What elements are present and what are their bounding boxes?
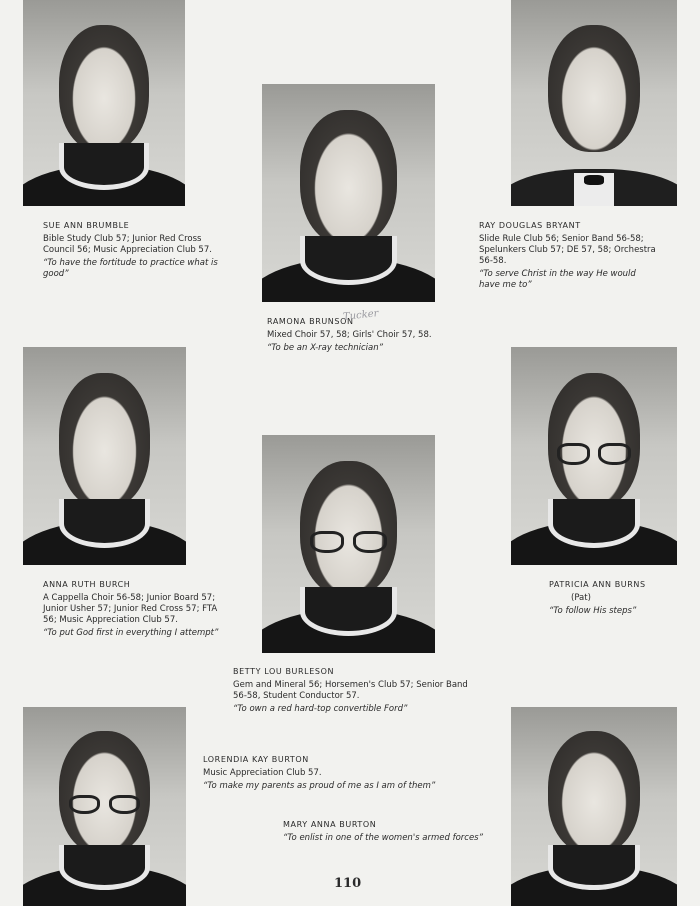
portrait-photo [262,435,435,653]
student-name: LORENDIA KAY BURTON [203,755,309,764]
page-number: 110 [334,876,362,891]
portrait-face [300,461,397,596]
portrait-collar [300,587,397,636]
student-entry [283,820,503,844]
portrait-photo [23,347,186,565]
student-activities: A Cappella Choir 56-58; Junior Board 57; Junior Usher 57; Junior Red Cross 57; FTA 56; Music Appreciation Club 57. [43,593,218,625]
student-name: RAY DOUGLAS BRYANT [479,221,581,230]
portrait-collar [59,143,150,189]
student-name: BETTY LOU BURLESON [233,667,335,676]
portrait-face [59,373,150,508]
portrait-photo [23,0,185,206]
portrait-collar [59,845,150,890]
student-activities: Slide Rule Club 56; Senior Band 56-58; Spelunkers Club 57; DE 57, 58; Orchestra 56-58. [479,234,656,266]
student-quote: “To put God first in everything I attempt” [43,628,219,638]
student-name: SUE ANN BRUMBLE [43,221,130,230]
student-entry [43,580,223,639]
student-entry [43,221,223,280]
portrait-face [548,373,641,508]
student-name: RAMONA BRUNSON [267,317,354,326]
student-name: MARY ANNA BURTON [283,820,377,829]
portrait-photo [511,0,677,206]
portrait-photo [511,707,677,906]
portrait-collar [300,236,397,285]
student-quote: “To own a red hard-top convertible Ford” [233,704,408,714]
student-quote: “To follow His steps” [549,606,637,616]
portrait-collar [548,499,641,548]
student-activities: Mixed Choir 57, 58; Girls' Choir 57, 58. [267,330,432,340]
student-entry [267,317,442,354]
student-activities: Bible Study Club 57; Junior Red Cross Council 56; Music Appreciation Club 57. [43,234,212,255]
student-quote: “To serve Christ in the way He would have me to” [479,269,636,290]
student-activities: Gem and Mineral 56; Horsemen's Club 57; Senior Band 56-58, Student Conductor 57. [233,680,468,701]
student-activities: Music Appreciation Club 57. [203,768,322,778]
portrait-face [548,25,641,153]
student-entry [203,755,463,792]
portrait-collar [548,845,641,890]
student-quote: “To enlist in one of the women's armed forces” [283,833,484,843]
portrait-collar [59,499,150,548]
portrait-face [59,731,150,854]
student-nickname: (Pat) [571,593,591,603]
glasses-icon [557,443,630,465]
portrait-photo [262,84,435,302]
student-name: ANNA RUTH BURCH [43,580,131,589]
student-entry [479,221,659,291]
student-entry [233,667,473,715]
glasses-icon [310,531,386,553]
student-quote: “To be an X-ray technician” [267,343,384,353]
portrait-photo [511,347,677,565]
portrait-face [548,731,641,854]
portrait-photo [23,707,186,906]
portrait-face [59,25,150,153]
student-quote: “To have the fortitude to practice what is good” [43,258,218,279]
student-entry [549,580,679,617]
student-name: PATRICIA ANN BURNS [549,580,646,589]
student-quote: “To make my parents as proud of me as I am of them” [203,781,436,791]
portrait-face [300,110,397,245]
glasses-icon [69,795,141,815]
portrait-bowtie [584,175,604,185]
handwritten-annotation: Tucker [342,308,379,323]
